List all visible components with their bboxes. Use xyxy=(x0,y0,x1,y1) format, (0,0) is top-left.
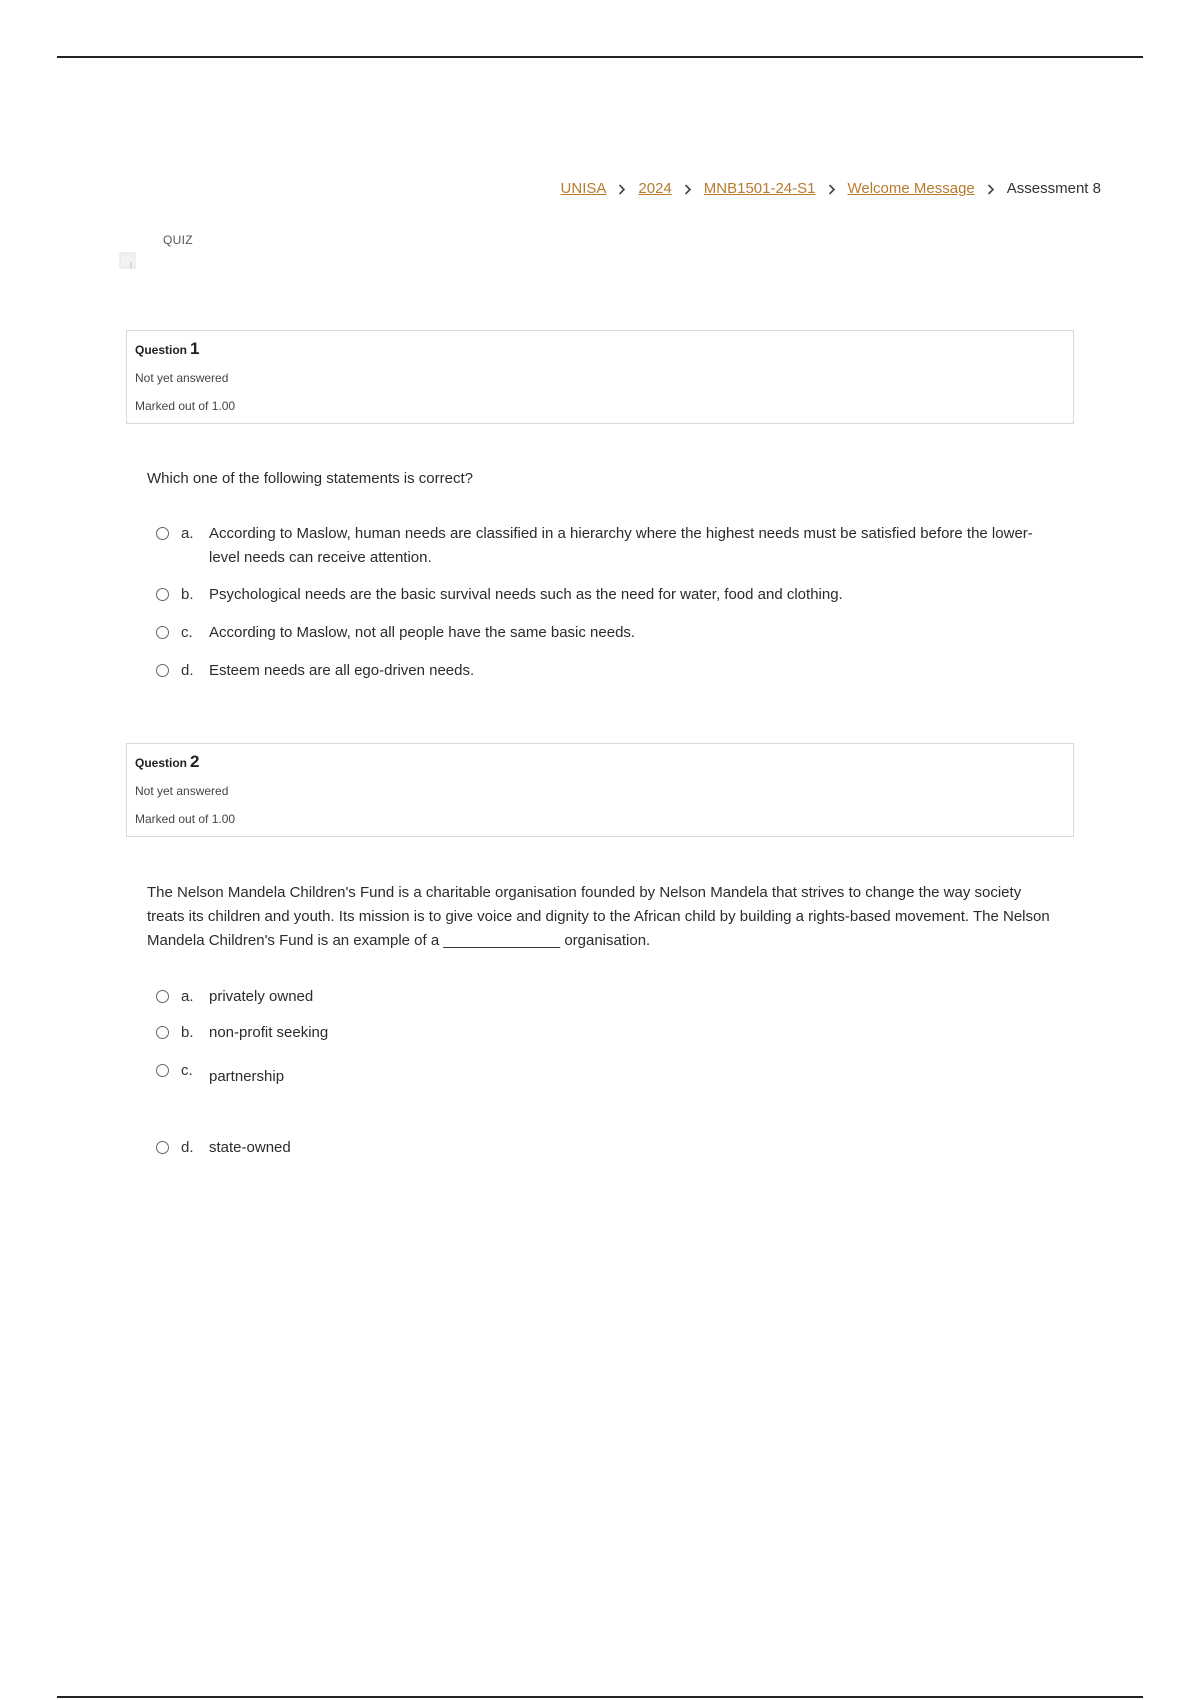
question-1-text: Which one of the following statements is correct? xyxy=(147,470,473,487)
radio-button[interactable] xyxy=(156,1026,169,1039)
question-1-option-a[interactable] xyxy=(156,522,1056,572)
option-letter: c. xyxy=(181,1062,193,1079)
question-number: 2 xyxy=(190,752,200,771)
breadcrumb-link-year[interactable]: 2024 xyxy=(638,180,672,197)
breadcrumb-link-welcome[interactable]: Welcome Message xyxy=(847,180,975,197)
option-text: Psychological needs are the basic survival needs such as the need for water, food and clothing. xyxy=(209,586,843,603)
quiz-icon xyxy=(119,250,137,270)
question-1-grade: Marked out of 1.00 xyxy=(135,399,236,413)
chevron-right-icon xyxy=(672,180,704,197)
question-1-state: Not yet answered xyxy=(135,371,229,385)
radio-button[interactable] xyxy=(156,527,169,540)
chevron-right-icon xyxy=(975,180,1007,197)
option-text: state-owned xyxy=(209,1139,291,1156)
option-text: privately owned xyxy=(209,988,314,1005)
question-2-option-c[interactable] xyxy=(156,1059,1056,1089)
radio-button[interactable] xyxy=(156,626,169,639)
question-1-option-d[interactable] xyxy=(156,659,1056,683)
chevron-right-icon xyxy=(606,180,638,197)
question-2-option-a[interactable] xyxy=(156,985,1056,1009)
page-bottom-rule xyxy=(57,1696,1143,1698)
breadcrumb-current: Assessment 8 xyxy=(1006,180,1101,197)
question-2-grade: Marked out of 1.00 xyxy=(135,812,236,826)
breadcrumb xyxy=(561,180,1101,197)
question-2-info xyxy=(126,743,1074,837)
option-letter: b. xyxy=(181,1024,194,1041)
option-text: non-profit seeking xyxy=(209,1024,329,1041)
option-text: According to Maslow, not all people have the same basic needs. xyxy=(209,624,636,641)
question-2-option-b[interactable] xyxy=(156,1021,1056,1045)
breadcrumb-link-unisa[interactable]: UNISA xyxy=(560,180,607,197)
radio-button[interactable] xyxy=(156,588,169,601)
question-label: Question xyxy=(135,756,188,770)
option-letter: d. xyxy=(181,662,194,679)
question-2-text: The Nelson Mandela Children's Fund is a charitable organisation founded by Nelson Mandela that strives to change the way society treats its children and youth. Its mission is to give voice and dignity to the African child by building a rights-based movement. The Nelson Mandela Children's Fund is an example of a ______________ organisation. xyxy=(147,884,1050,949)
question-2-number xyxy=(135,752,199,772)
option-letter: d. xyxy=(181,1139,194,1156)
radio-button[interactable] xyxy=(156,1064,169,1077)
question-1-option-b[interactable] xyxy=(156,583,1056,607)
chevron-right-icon xyxy=(816,180,848,197)
question-1-number xyxy=(135,339,199,359)
radio-button[interactable] xyxy=(156,664,169,677)
option-letter: c. xyxy=(181,624,193,641)
page-type-label: QUIZ xyxy=(163,233,193,247)
page-top-rule xyxy=(57,56,1143,58)
option-letter: a. xyxy=(181,525,194,542)
question-1-info xyxy=(126,330,1074,424)
option-text: Esteem needs are all ego-driven needs. xyxy=(209,662,475,679)
radio-button[interactable] xyxy=(156,1141,169,1154)
option-text: According to Maslow, human needs are classified in a hierarchy where the highest needs must be satisfied before the lower-level needs can receive attention. xyxy=(209,525,1033,566)
question-number: 1 xyxy=(190,339,200,358)
breadcrumb-link-course[interactable]: MNB1501-24-S1 xyxy=(703,180,816,197)
option-text: partnership xyxy=(209,1068,285,1085)
question-2-option-d[interactable] xyxy=(156,1136,1056,1160)
option-letter: b. xyxy=(181,586,194,603)
radio-button[interactable] xyxy=(156,990,169,1003)
question-2-state: Not yet answered xyxy=(135,784,229,798)
question-1-option-c[interactable] xyxy=(156,621,1056,645)
question-label: Question xyxy=(135,343,188,357)
option-letter: a. xyxy=(181,988,194,1005)
